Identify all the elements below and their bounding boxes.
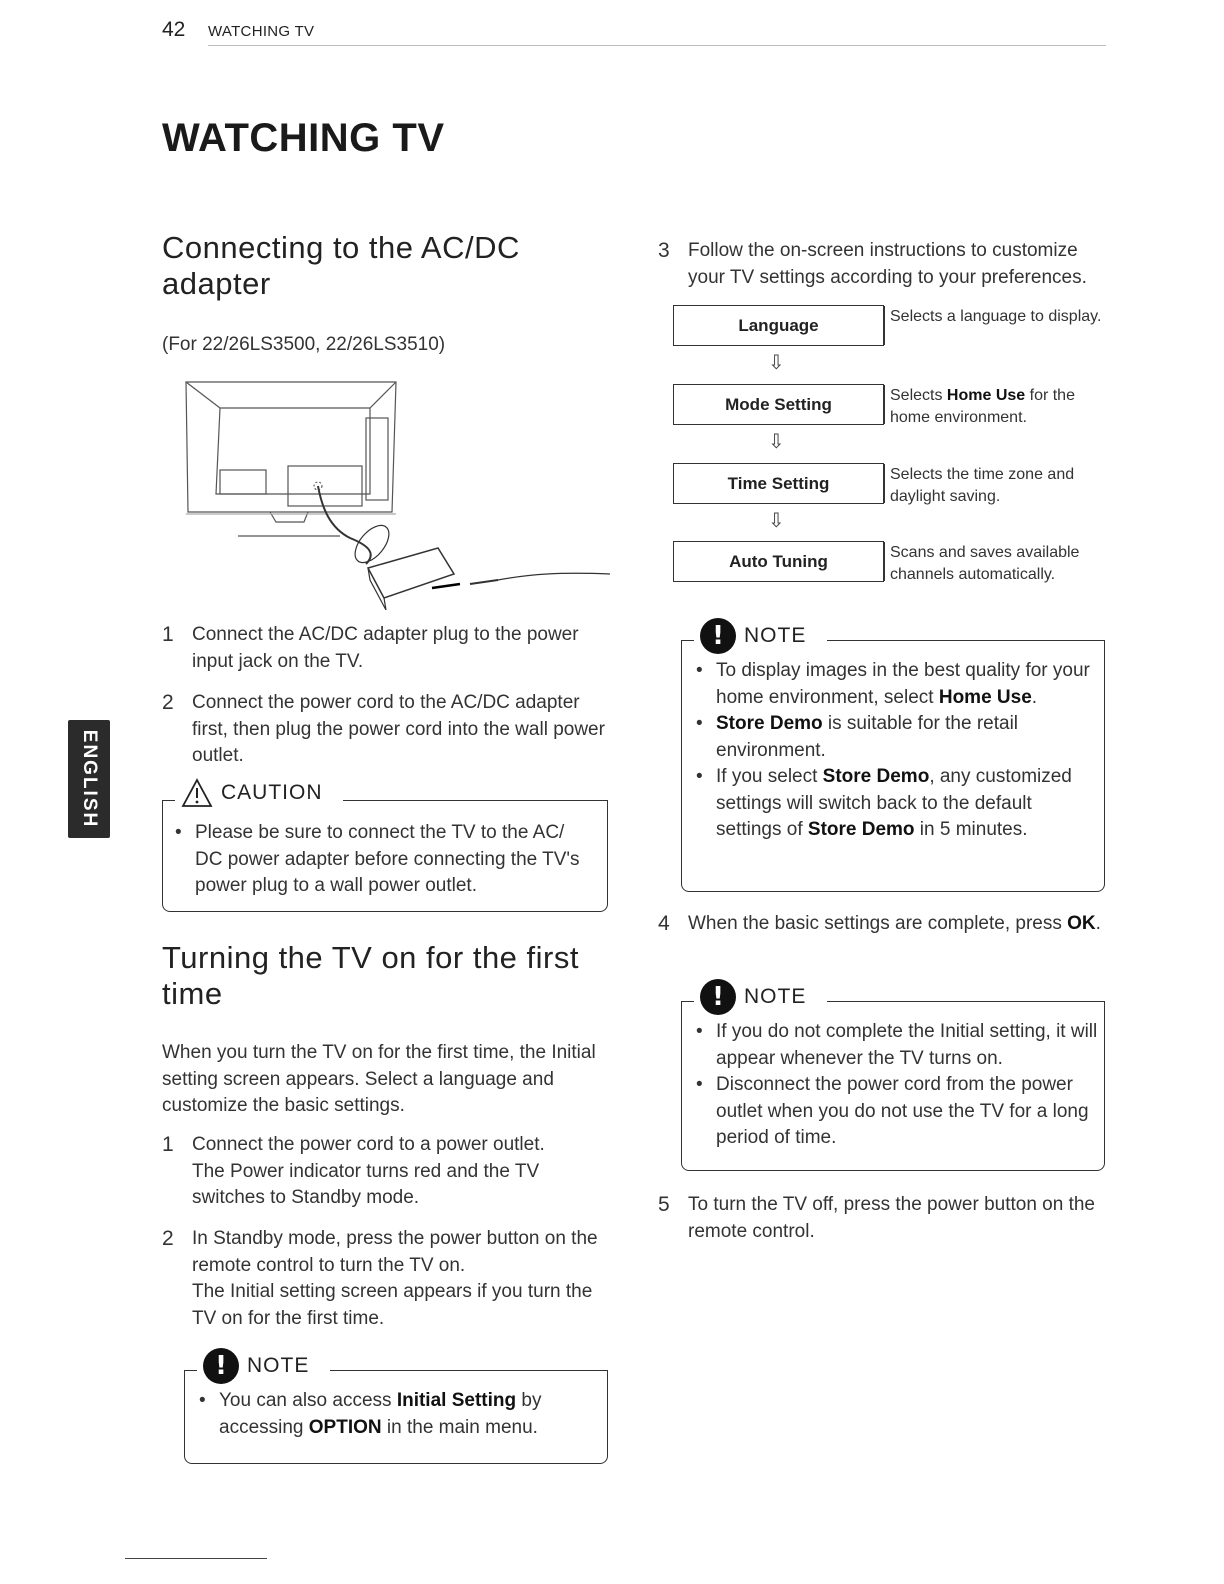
- tv-label-plate: [220, 470, 266, 494]
- note-header: [696, 979, 816, 1015]
- note-label: NOTE: [744, 985, 807, 1008]
- note-box-initial: [681, 982, 1105, 1171]
- tv-side-bracket: [366, 418, 388, 500]
- note-text: To display images in the best quality for your home environment, select: [716, 660, 1090, 708]
- step-text: [192, 1132, 607, 1212]
- section-title-first-time: [162, 940, 612, 1012]
- flow-desc-auto-tuning: Scans and saves available channels automatically.: [890, 544, 1080, 583]
- step-text-part: When the basic settings are complete, press: [688, 913, 1068, 934]
- note-text: You can also access: [219, 1390, 397, 1411]
- note-item: [696, 764, 1101, 844]
- tv-back-panel: [216, 408, 370, 494]
- note-text: .: [1031, 686, 1038, 708]
- setup-step-5: [658, 1192, 1108, 1245]
- flow-desc-mode-setting: [890, 385, 1110, 429]
- language-tab-label: ENGLISH: [79, 729, 100, 829]
- section-title-acdc-line1: Connecting to the AC/DC: [162, 230, 520, 265]
- setup-step-4: [658, 911, 1108, 938]
- step-text: Follow the on-screen instructions to customize your TV settings according to your preferences.: [688, 240, 1087, 288]
- note-bold: Home Use: [938, 686, 1032, 708]
- step-line: The Initial setting screen appears if you turn the TV on for the first time.: [192, 1281, 593, 1329]
- adapter-cable: [318, 486, 371, 564]
- note-text: is suitable for the retail environment.: [716, 713, 1019, 761]
- flow-desc-text: Selects: [890, 387, 947, 404]
- caution-header: [177, 778, 333, 808]
- note-text: in 5 minutes.: [914, 819, 1028, 840]
- note-header: [696, 618, 816, 654]
- caution-label: CAUTION: [221, 781, 323, 804]
- note-label: NOTE: [247, 1354, 310, 1377]
- exclamation-icon: !: [700, 618, 736, 654]
- section-title-acdc-line2: adapter: [162, 266, 271, 301]
- section-title-first-time-line2: time: [162, 976, 223, 1011]
- page-number: 42: [162, 18, 186, 41]
- step-number: 1: [162, 1133, 174, 1156]
- step-text: [688, 911, 1108, 938]
- exclamation-icon: !: [203, 1348, 239, 1384]
- step-number: 3: [658, 239, 670, 262]
- setup-step-3: [658, 238, 1108, 291]
- acdc-step-2: [162, 690, 607, 770]
- note-item: • If you do not complete the Initial setting, it will appear whenever the TV turns on.: [696, 1019, 1101, 1072]
- note-text: , any customized settings will switch back to the default settings of: [716, 766, 1072, 840]
- tv-jack-panel: [288, 466, 362, 506]
- flow-desc-text: for the home environment.: [890, 387, 1075, 426]
- tv-back-outline: [186, 382, 396, 512]
- page-title: WATCHING TV: [162, 116, 445, 160]
- note-label: NOTE: [744, 624, 807, 647]
- model-note: (For 22/26LS3500, 22/26LS3510): [162, 334, 446, 355]
- flow-box-time-setting: Time Setting: [673, 463, 884, 504]
- down-arrow-icon: ⇩: [768, 508, 785, 532]
- section-title-acdc: [162, 230, 602, 302]
- step-number: 5: [658, 1193, 670, 1216]
- note-bold: Store Demo: [822, 766, 930, 787]
- note-item: • Disconnect the power cord from the power outlet when you do not use the TV for a long period of time.: [696, 1072, 1101, 1152]
- step-bold: OK: [1067, 913, 1096, 934]
- note-text: If you select: [716, 766, 823, 787]
- tv-adapter-illustration: [180, 378, 612, 610]
- flow-desc-time-setting: Selects the time zone and daylight saving.: [890, 466, 1075, 505]
- power-cord: [498, 573, 610, 580]
- note-item: [696, 711, 1101, 764]
- flow-box-auto-tuning: Auto Tuning: [673, 541, 884, 582]
- note-box-initial-setting: [184, 1351, 608, 1464]
- ac-dc-adapter: [368, 548, 454, 598]
- caution-item: • Please be sure to connect the TV to the AC/ DC power adapter before connecting the TV's power plug to a wall power outlet.: [175, 820, 585, 900]
- first-time-step-2: [162, 1226, 607, 1332]
- first-time-intro: When you turn the TV on for the first time, the Initial setting screen appears. Select a language and customize the basic settings.: [162, 1042, 596, 1116]
- note-list: [199, 1388, 599, 1441]
- step-text: [192, 1226, 607, 1332]
- step-text: Connect the AC/DC adapter plug to the power input jack on the TV.: [192, 624, 579, 672]
- note-bold: Store Demo: [807, 819, 915, 840]
- caution-list: [175, 820, 585, 900]
- note-bold: OPTION: [308, 1416, 382, 1438]
- down-arrow-icon: ⇩: [768, 350, 785, 374]
- step-text: Connect the power cord to the AC/DC adapter first, then plug the power cord into the wall power outlet.: [192, 692, 605, 766]
- step-text-part: .: [1095, 913, 1101, 934]
- flow-box-language: Language: [673, 305, 884, 346]
- note-header: [199, 1348, 319, 1384]
- section-title-first-time-line1: Turning the TV on for the first: [162, 940, 579, 975]
- note-list: [696, 1019, 1101, 1152]
- exclamation-icon: !: [700, 979, 736, 1015]
- tv-back-bevel: [186, 382, 396, 408]
- cable-loop: [349, 519, 396, 568]
- footer-rule: [125, 1558, 267, 1559]
- step-text: To turn the TV off, press the power button on the remote control.: [688, 1194, 1095, 1242]
- flow-desc-language: Selects a language to display.: [890, 308, 1102, 325]
- flow-desc-bold: Home Use: [946, 387, 1026, 404]
- warning-triangle-icon: [181, 778, 213, 808]
- language-tab: [68, 720, 110, 838]
- note-text: in the main menu.: [381, 1416, 538, 1438]
- note-text: by accessing: [219, 1390, 542, 1438]
- step-number: 2: [162, 1227, 174, 1250]
- step-number: 2: [162, 691, 174, 714]
- step-line: Connect the power cord to a power outlet.: [192, 1134, 545, 1155]
- note-list: [696, 658, 1101, 844]
- step-number: 1: [162, 623, 174, 646]
- note-item: [696, 658, 1101, 711]
- acdc-step-1: [162, 622, 607, 675]
- first-time-step-1: [162, 1132, 607, 1212]
- header-rule: [208, 45, 1106, 46]
- step-number: 4: [658, 912, 670, 935]
- note-bold: Store Demo: [716, 713, 823, 734]
- flow-box-mode-setting: Mode Setting: [673, 384, 884, 425]
- power-plug: [470, 580, 498, 584]
- note-item: [199, 1388, 599, 1441]
- note-box-mode: [681, 621, 1105, 892]
- note-bold: Initial Setting: [396, 1390, 517, 1411]
- down-arrow-icon: ⇩: [768, 429, 785, 453]
- caution-box: [162, 781, 608, 912]
- step-line: The Power indicator turns red and the TV switches to Standby mode.: [192, 1160, 540, 1208]
- running-head: WATCHING TV: [208, 23, 315, 40]
- step-line: In Standby mode, press the power button on the remote control to turn the TV on.: [192, 1228, 598, 1276]
